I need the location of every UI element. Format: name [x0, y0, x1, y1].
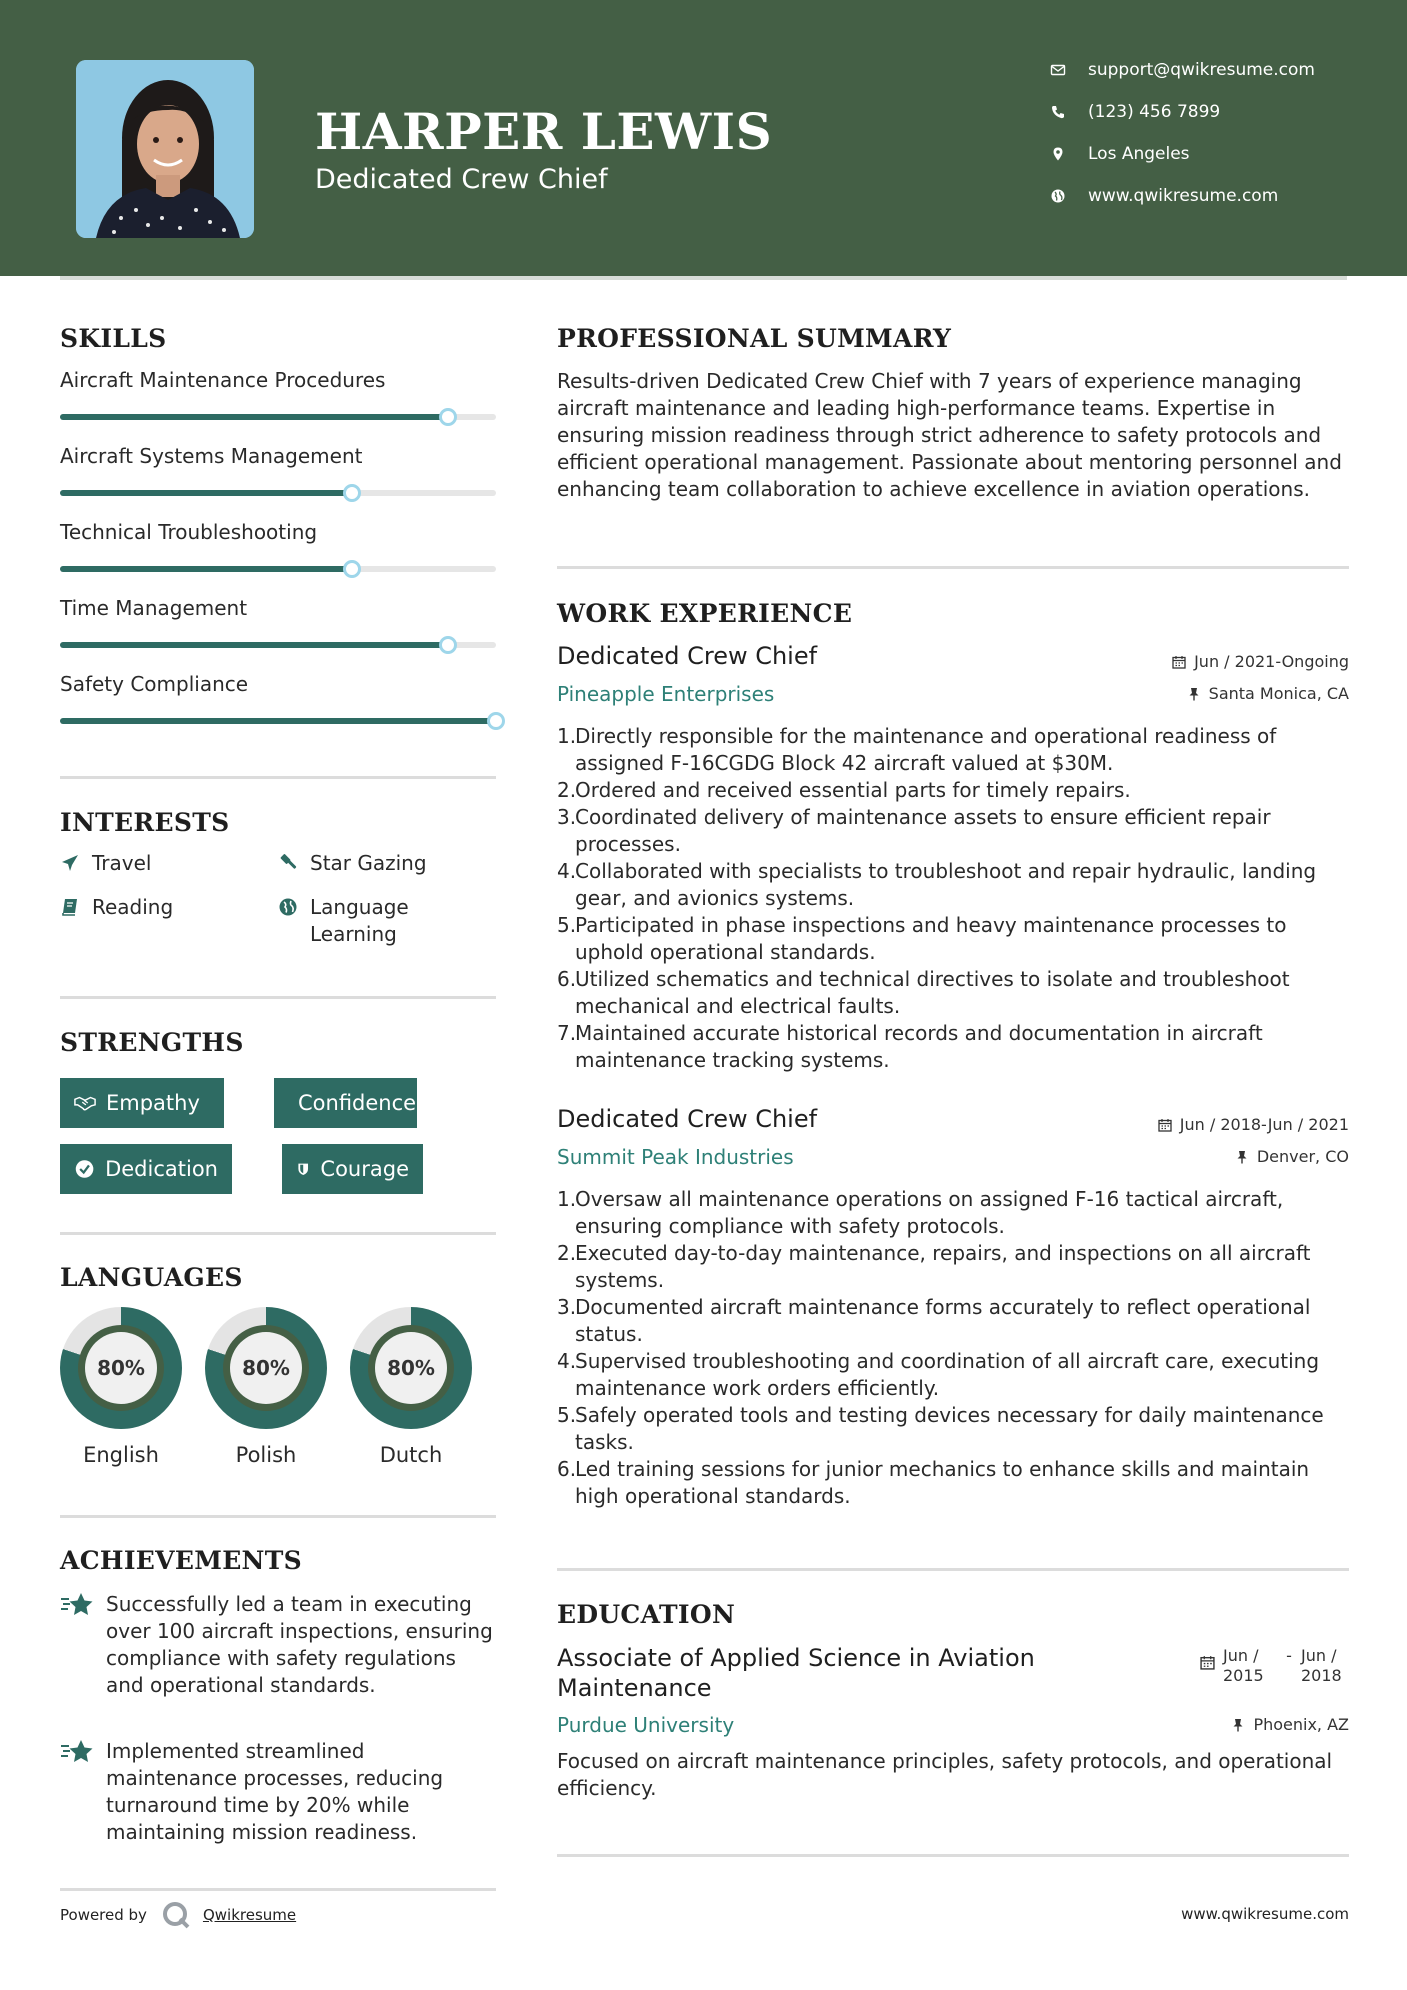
job-location — [1235, 1147, 1349, 1166]
bullet-text: Ordered and received essential parts for timely repairs. — [575, 778, 1131, 802]
skill-bar — [60, 490, 496, 496]
job-bullet — [557, 966, 1349, 1020]
strength-label: Empathy — [106, 1091, 200, 1115]
bullet-text: Supervised troubleshooting and coordination of all aircraft care, executing maintenance work orders efficiently. — [575, 1349, 1320, 1400]
bullet-text: Oversaw all maintenance operations on assigned F-16 tactical aircraft, ensuring compliance with safety protocols. — [575, 1187, 1284, 1238]
job-bullet — [557, 858, 1349, 912]
job-dates-text: Jun / 2021-Ongoing — [1194, 652, 1349, 671]
gavel-icon — [278, 853, 298, 873]
job-bullet — [557, 1020, 1349, 1074]
check-circle-icon — [74, 1158, 95, 1180]
contact-phone[interactable] — [1050, 102, 1380, 122]
language-name: English — [83, 1443, 159, 1467]
calendar-icon — [1172, 655, 1186, 669]
strength-label: Confidence — [298, 1091, 417, 1115]
language-percent: 80% — [230, 1332, 302, 1404]
bullet-number: 6. — [557, 967, 577, 991]
job-bullet — [557, 1456, 1349, 1510]
contact-location-text: Los Angeles — [1088, 144, 1190, 164]
contact-email-text: support@qwikresume.com — [1088, 60, 1315, 80]
bullet-text: Led training sessions for junior mechanics to enhance skills and maintain high operational standards. — [575, 1457, 1310, 1508]
skills-divider — [60, 776, 496, 779]
contact-website-text: www.qwikresume.com — [1088, 186, 1279, 206]
calendar-icon — [1200, 1655, 1215, 1670]
pushpin-icon — [1235, 1150, 1249, 1164]
job-company: Pineapple Enterprises — [557, 682, 775, 706]
languages-heading: LANGUAGES — [60, 1263, 243, 1292]
skill-label: Time Management — [60, 596, 248, 620]
bullet-text: Executed day-to-day maintenance, repairs, and inspections on all aircraft systems. — [575, 1241, 1311, 1292]
job-bullets — [557, 1186, 1349, 1510]
header-divider — [60, 276, 1347, 280]
job-dates — [1172, 652, 1349, 671]
experience-divider — [557, 1568, 1349, 1571]
bullet-number: 2. — [557, 1241, 577, 1265]
powered-by-label: Powered by — [60, 1906, 147, 1924]
bullet-text: Coordinated delivery of maintenance assets to ensure efficient repair processes. — [575, 805, 1271, 856]
education-location — [1231, 1715, 1349, 1734]
achievements-heading: ACHIEVEMENTS — [60, 1546, 302, 1575]
education-dates — [1200, 1646, 1349, 1686]
skill-label: Safety Compliance — [60, 672, 249, 696]
calendar-icon — [1158, 1118, 1172, 1132]
education-divider — [557, 1854, 1349, 1857]
job-title: Dedicated Crew Chief — [557, 642, 818, 670]
job-bullet — [557, 1348, 1349, 1402]
education-school: Purdue University — [557, 1713, 735, 1737]
bullet-text: Documented aircraft maintenance forms accurately to reflect operational status. — [575, 1295, 1311, 1346]
book-icon — [60, 897, 80, 917]
skill-bar — [60, 414, 496, 420]
bullet-number: 5. — [557, 1403, 577, 1427]
bullet-number: 1. — [557, 724, 577, 748]
resume-header — [0, 0, 1407, 276]
skill-bar — [60, 642, 496, 648]
job-location-text: Denver, CO — [1256, 1147, 1349, 1166]
skill-bar-fill — [60, 414, 448, 420]
star-award-icon — [60, 1738, 94, 1766]
strength-dedication — [60, 1144, 232, 1194]
job-bullet — [557, 777, 1349, 804]
skill-label: Aircraft Systems Management — [60, 444, 363, 468]
bullet-text: Collaborated with specialists to troubleshoot and repair hydraulic, landing gear, and avionics systems. — [575, 859, 1317, 910]
language-ring — [60, 1307, 182, 1429]
bullet-text: Safely operated tools and testing devices necessary for daily maintenance tasks. — [575, 1403, 1324, 1454]
skill-bar-knob — [343, 484, 361, 502]
bullet-text: Participated in phase inspections and heavy maintenance processes to uphold operational standards. — [575, 913, 1287, 964]
strength-courage — [282, 1144, 423, 1194]
contact-phone-text: (123) 456 7899 — [1088, 102, 1221, 122]
bullet-number: 3. — [557, 805, 577, 829]
job-bullet — [557, 912, 1349, 966]
strengths-divider — [60, 1232, 496, 1235]
experience-heading: WORK EXPERIENCE — [557, 599, 853, 628]
language-percent: 80% — [375, 1332, 447, 1404]
interest-label: Reading — [92, 895, 174, 919]
star-award-icon — [60, 1591, 94, 1619]
pushpin-icon — [1231, 1718, 1245, 1732]
footer-powered-by — [60, 1900, 296, 1930]
skill-bar-knob — [343, 560, 361, 578]
job-bullet — [557, 1402, 1349, 1456]
interest-star-gazing — [278, 850, 427, 877]
skill-label: Technical Troubleshooting — [60, 520, 318, 544]
contact-email[interactable] — [1050, 60, 1380, 80]
summary-text: Results-driven Dedicated Crew Chief with 7 years of experience managing aircraft maintenance and leading high-performance teams. Expertise in ensuring mission readiness through strict adherence to safety protocols and efficient operational management. Passionate about mentoring personnel and enhancing team collaboration to achieve excellence in aviation operations. — [557, 369, 1342, 501]
bullet-number: 4. — [557, 1349, 577, 1373]
candidate-name: HARPER LEWIS — [315, 102, 773, 161]
language-percent: 80% — [85, 1332, 157, 1404]
interests-heading: INTERESTS — [60, 808, 230, 837]
profile-photo — [76, 60, 254, 238]
map-pin-icon — [1050, 146, 1066, 162]
interest-label: Language Learning — [310, 895, 409, 946]
education-degree: Associate of Applied Science in Aviation Maintenance — [557, 1644, 1035, 1702]
job-company: Summit Peak Industries — [557, 1145, 794, 1169]
skill-bar-fill — [60, 642, 448, 648]
bullet-number: 6. — [557, 1457, 577, 1481]
skills-heading: SKILLS — [60, 324, 167, 353]
skill-bar — [60, 718, 496, 724]
envelope-icon — [1050, 62, 1066, 78]
achievement-text: Implemented streamlined maintenance processes, reducing turnaround time by 20% while maintaining mission readiness. — [106, 1739, 444, 1844]
skill-bar — [60, 566, 496, 572]
qwikresume-link[interactable]: Qwikresume — [202, 1906, 297, 1924]
strength-empathy — [60, 1078, 224, 1128]
bullet-number: 7. — [557, 1021, 577, 1045]
strength-confidence — [274, 1078, 417, 1128]
contact-website[interactable] — [1050, 186, 1380, 206]
interest-label: Star Gazing — [310, 851, 427, 875]
job-location-text: Santa Monica, CA — [1208, 684, 1349, 703]
bullet-text: Utilized schematics and technical directives to isolate and troubleshoot mechanical and electrical faults. — [575, 967, 1290, 1018]
education-start: Jun / 2015 — [1223, 1646, 1264, 1685]
strength-label: Dedication — [105, 1157, 218, 1181]
language-name: Dutch — [379, 1443, 443, 1467]
interest-reading — [60, 894, 173, 921]
job-bullet — [557, 1294, 1349, 1348]
skill-bar-knob — [439, 636, 457, 654]
job-bullet — [557, 723, 1349, 777]
shield-icon — [296, 1158, 310, 1180]
education-location-text: Phoenix, AZ — [1253, 1715, 1349, 1734]
footer-url[interactable]: www.qwikresume.com — [1181, 1905, 1349, 1923]
qwikresume-logo-icon — [161, 1900, 191, 1930]
languages-divider — [60, 1515, 496, 1518]
phone-icon — [1050, 104, 1066, 120]
language-ring — [205, 1307, 327, 1429]
bullet-number: 5. — [557, 913, 577, 937]
interest-travel — [60, 850, 151, 877]
achievement-item — [60, 1591, 496, 1699]
avatar — [76, 60, 254, 238]
job-dates — [1158, 1115, 1349, 1134]
education-description: Focused on aircraft maintenance principles, safety protocols, and operational efficiency. — [557, 1749, 1333, 1800]
bullet-text: Maintained accurate historical records and documentation in aircraft maintenance tracking systems. — [575, 1021, 1263, 1072]
summary-divider — [557, 566, 1349, 569]
contact-location — [1050, 144, 1380, 164]
globe-icon — [278, 897, 298, 917]
pushpin-icon — [1187, 687, 1201, 701]
globe-icon — [1050, 188, 1066, 204]
job-bullet — [557, 804, 1349, 858]
education-heading: EDUCATION — [557, 1600, 736, 1629]
skill-label: Aircraft Maintenance Procedures — [60, 368, 386, 392]
plane-icon — [60, 853, 80, 873]
bullet-number: 4. — [557, 859, 577, 883]
education-end: Jun / 2018 — [1301, 1646, 1342, 1685]
skill-bar-fill — [60, 718, 496, 724]
bullet-number: 1. — [557, 1187, 577, 1211]
candidate-title: Dedicated Crew Chief — [315, 164, 608, 195]
achievement-item — [60, 1738, 496, 1846]
summary-heading: PROFESSIONAL SUMMARY — [557, 324, 952, 353]
interest-label: Travel — [92, 851, 152, 875]
job-bullet — [557, 1240, 1349, 1294]
bullet-number: 2. — [557, 778, 577, 802]
interest-language-learning — [278, 894, 438, 948]
strength-label: Courage — [320, 1157, 409, 1181]
handshake-icon — [74, 1092, 96, 1114]
skill-bar-fill — [60, 490, 352, 496]
skill-bar-knob — [439, 408, 457, 426]
job-title: Dedicated Crew Chief — [557, 1105, 818, 1133]
bullet-text: Directly responsible for the maintenance and operational readiness of assigned F-16CGDG Block 42 aircraft valued at $30M. — [575, 724, 1277, 775]
job-dates-text: Jun / 2018-Jun / 2021 — [1179, 1115, 1349, 1134]
interests-divider — [60, 996, 496, 999]
job-location — [1187, 684, 1349, 703]
language-name: Polish — [235, 1443, 297, 1467]
job-bullet — [557, 1186, 1349, 1240]
education-date-separator: - — [1286, 1646, 1292, 1665]
achievement-text: Successfully led a team in executing over 100 aircraft inspections, ensuring compliance with safety regulations and operational standards. — [106, 1592, 493, 1697]
strengths-heading: STRENGTHS — [60, 1028, 244, 1057]
job-bullets — [557, 723, 1349, 1074]
skill-bar-knob — [487, 712, 505, 730]
skill-bar-fill — [60, 566, 352, 572]
achievements-divider — [60, 1888, 496, 1891]
bullet-number: 3. — [557, 1295, 577, 1319]
language-ring — [350, 1307, 472, 1429]
